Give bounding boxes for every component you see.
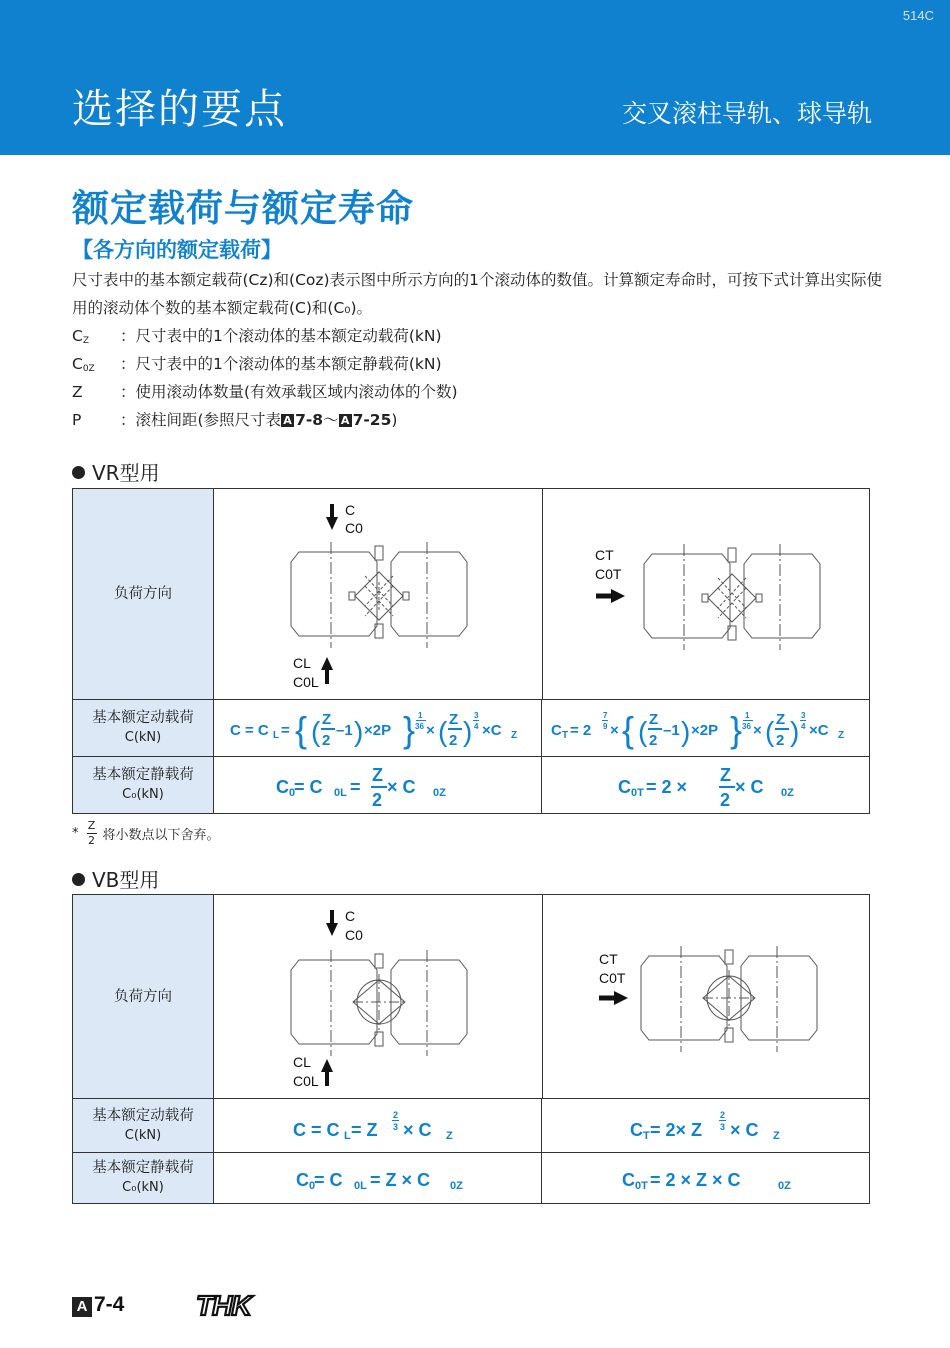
svg-text:×: × <box>425 722 435 739</box>
load-direction-label: 负荷方向 <box>73 489 214 699</box>
svg-text:Z: Z <box>445 1129 453 1142</box>
svg-text:): ) <box>462 716 472 747</box>
note-fraction: $\frac{Z}{2}$ <box>87 819 96 847</box>
vr-diagram-transverse <box>542 489 871 699</box>
svg-text:C: C <box>621 1170 635 1190</box>
vb-load-direction-row <box>73 895 869 1098</box>
dynamic-load-label: 基本额定动载荷 C(kN) <box>73 1099 214 1152</box>
svg-text:(: ( <box>437 716 447 747</box>
formula-c0t-vb <box>606 1153 806 1203</box>
svg-text:L: L <box>272 730 279 741</box>
vb-static-formula-transverse <box>541 1153 869 1203</box>
thk-logo <box>196 1291 282 1319</box>
svg-text:3: 3 <box>473 711 478 720</box>
formula-c-vb <box>278 1100 478 1152</box>
svg-text:T: T <box>642 1129 650 1142</box>
svg-text:= C: = C <box>293 777 323 797</box>
svg-text:T: T <box>561 730 568 741</box>
svg-text:× C: × C <box>386 777 416 797</box>
svg-text:2: 2 <box>371 790 382 810</box>
svg-text:Z: Z <box>510 730 517 741</box>
page-header <box>0 0 950 155</box>
svg-text:0T: 0T <box>630 787 644 799</box>
ref-a-icon: A <box>339 414 352 427</box>
static-load-label: 基本额定静载荷 C₀(kN) <box>73 1153 214 1203</box>
ref-a-icon: A <box>72 1297 92 1317</box>
svg-text:Z: Z <box>321 711 331 728</box>
svg-text:×2P: ×2P <box>363 722 391 739</box>
symbol-definitions <box>72 322 572 434</box>
svg-text:7: 7 <box>602 711 607 720</box>
definition-text: ：尺寸表中的1个滚动体的基本额定静载荷(kN) <box>120 355 442 373</box>
definition-symbol: Z <box>72 383 83 401</box>
svg-text:THK: THK <box>196 1291 251 1319</box>
vr-load-direction-row <box>73 489 869 699</box>
svg-text:= C: = C <box>313 1170 343 1190</box>
vb-diagram-normal <box>214 895 542 1098</box>
svg-text:0: 0 <box>288 787 295 799</box>
svg-text:Z: Z <box>837 730 844 741</box>
svg-text:–1: –1 <box>335 722 353 739</box>
svg-text:= Z: = Z <box>350 1119 378 1140</box>
svg-text:(: ( <box>764 716 774 747</box>
vr-table <box>72 488 870 814</box>
svg-text:= 2 × Z × C: = 2 × Z × C <box>649 1170 741 1190</box>
svg-text:): ) <box>680 716 690 747</box>
svg-text:9: 9 <box>602 722 607 731</box>
vr-type-heading: VR型用 <box>72 457 160 486</box>
svg-text:× C: × C <box>734 777 764 797</box>
svg-text:Z: Z <box>448 711 458 728</box>
svg-text:): ) <box>789 716 799 747</box>
svg-text:{: { <box>621 709 634 750</box>
dynamic-load-label: 基本额定动载荷 C(kN) <box>73 700 214 756</box>
rounding-note: * $\frac{Z}{2}$ 将小数点以下舍弃。 <box>72 819 220 847</box>
vb-dynamic-row <box>73 1098 869 1152</box>
svg-text:2: 2 <box>719 790 730 810</box>
svg-text:4: 4 <box>473 722 478 731</box>
load-direction-label: 负荷方向 <box>73 895 214 1098</box>
definition-z <box>72 378 572 406</box>
arrow-label-c0: C0 <box>345 927 363 943</box>
bullet-icon <box>72 466 85 479</box>
svg-text:= 2: = 2 <box>569 722 591 739</box>
arrow-label-cl: CL <box>293 655 311 671</box>
arrow-label-c0t: C0T <box>595 566 622 582</box>
definition-text: ：使用滚动体数量(有效承载区域内滚动体的个数) <box>120 383 458 401</box>
arrow-label-cl: CL <box>293 1054 311 1070</box>
arrow-label-c0l: C0L <box>293 674 319 690</box>
svg-text:–1: –1 <box>662 722 680 739</box>
definition-text: ：尺寸表中的1个滚动体的基本额定动载荷(kN) <box>120 327 442 345</box>
svg-text:×C: ×C <box>808 722 829 739</box>
svg-text:C: C <box>629 1119 643 1140</box>
svg-text:3: 3 <box>719 1121 725 1132</box>
svg-text:2: 2 <box>648 732 657 749</box>
page-ref-link[interactable]: 7-8 <box>295 411 324 429</box>
svg-text:C: C <box>550 722 562 739</box>
section-title: 额定载荷与额定寿命 <box>72 187 414 230</box>
svg-text:C: C <box>295 1170 309 1190</box>
formula-c0t-vr <box>596 757 816 813</box>
vr-static-formula-transverse <box>541 757 869 813</box>
svg-text:Z: Z <box>772 1129 780 1142</box>
svg-text:): ) <box>353 716 363 747</box>
svg-text:×2P: ×2P <box>690 722 718 739</box>
svg-text:2: 2 <box>392 1109 398 1120</box>
svg-text:=: = <box>280 722 290 739</box>
svg-text:(: ( <box>310 716 320 747</box>
page-ref-link[interactable]: 7-25 <box>352 411 392 429</box>
vb-cross-section-diagram <box>214 896 542 1097</box>
svg-text:C: C <box>617 777 631 797</box>
svg-text:× C: × C <box>402 1119 432 1140</box>
svg-text:=: = <box>349 777 361 797</box>
svg-text:2: 2 <box>775 732 784 749</box>
svg-text:1: 1 <box>744 711 749 720</box>
vb-static-row <box>73 1152 869 1203</box>
svg-text:C: C <box>275 777 289 797</box>
arrow-label-c0: C0 <box>345 520 363 536</box>
svg-text:Z: Z <box>371 765 383 785</box>
svg-text:× C: × C <box>729 1119 759 1140</box>
svg-text:3: 3 <box>800 711 805 720</box>
svg-text:(: ( <box>637 716 647 747</box>
vr-dynamic-row <box>73 699 869 756</box>
svg-text:1: 1 <box>417 711 422 720</box>
formula-c0-vr <box>268 757 488 813</box>
arrow-label-c: C <box>345 502 356 518</box>
definition-symbol: P <box>72 411 82 429</box>
svg-text:0: 0 <box>308 1180 315 1192</box>
svg-text:0L: 0L <box>353 1180 367 1192</box>
svg-text:×C: ×C <box>481 722 502 739</box>
footer-page-ref: A 7-4 <box>72 1293 124 1317</box>
svg-text:2: 2 <box>321 732 330 749</box>
static-load-label: 基本额定静载荷 C₀(kN) <box>73 757 214 813</box>
svg-text:0Z: 0Z <box>432 787 446 799</box>
svg-text:0T: 0T <box>634 1180 648 1192</box>
arrow-label-c: C <box>345 908 356 924</box>
svg-text:0Z: 0Z <box>777 1180 791 1192</box>
formula-ct-vb <box>606 1100 806 1152</box>
svg-text:×: × <box>609 722 619 739</box>
svg-text:}: } <box>729 709 742 750</box>
vr-static-row <box>73 756 869 813</box>
svg-text:3: 3 <box>392 1121 398 1132</box>
definition-p <box>72 406 572 434</box>
arrow-label-c0t: C0T <box>599 970 626 986</box>
svg-text:Z: Z <box>648 711 658 728</box>
section-subtitle: 【各方向的额定载荷】 <box>72 238 282 262</box>
svg-text:{: { <box>294 709 307 750</box>
vb-dynamic-formula-transverse <box>541 1099 869 1152</box>
svg-text:0Z: 0Z <box>780 787 794 799</box>
page-number: 514C <box>902 8 934 23</box>
vr-cross-section-diagram <box>214 490 542 698</box>
definition-text: ：滚柱间距(参照尺寸表 A 7-8～ A 7-25) <box>120 411 398 429</box>
svg-text:0Z: 0Z <box>449 1180 463 1192</box>
formula-c-vr <box>218 700 538 756</box>
svg-text:4: 4 <box>800 722 805 731</box>
definition-cz <box>72 322 572 350</box>
svg-text:2: 2 <box>719 1109 725 1120</box>
svg-text:}: } <box>402 709 415 750</box>
svg-text:2: 2 <box>448 732 457 749</box>
vr-dynamic-formula-normal <box>214 700 541 756</box>
svg-text:C = C: C = C <box>229 722 269 739</box>
vr-static-formula-normal <box>214 757 541 813</box>
vr-diagram-normal <box>214 489 542 699</box>
svg-text:Z: Z <box>775 711 785 728</box>
svg-text:×: × <box>752 722 762 739</box>
vr-transverse-diagram <box>543 490 871 698</box>
svg-text:Z: Z <box>719 765 731 785</box>
svg-text:= Z × C: = Z × C <box>369 1170 430 1190</box>
formula-c0-vb <box>278 1153 478 1203</box>
arrow-label-ct: CT <box>599 951 618 967</box>
vb-table <box>72 894 870 1204</box>
svg-text:36: 36 <box>414 722 424 731</box>
definition-c0z <box>72 350 572 378</box>
svg-text:0L: 0L <box>333 787 347 799</box>
svg-text:= 2 ×: = 2 × <box>645 777 687 797</box>
svg-text:C = C: C = C <box>292 1119 340 1140</box>
definition-symbol: $C_Z$ <box>72 327 89 346</box>
ref-a-icon: A <box>281 414 294 427</box>
bullet-icon <box>72 873 85 886</box>
vb-transverse-diagram <box>543 896 871 1097</box>
intro-paragraph: 尺寸表中的基本额定载荷(Cz)和(Coz)表示图中所示方向的1个滚动体的数值。计算额定寿命时，可按下式计算出实际使用的滚动体个数的基本额定载荷(C)和(C₀)。 <box>72 271 882 317</box>
formula-ct-vr <box>543 700 869 756</box>
arrow-label-c0l: C0L <box>293 1073 319 1089</box>
vb-diagram-transverse <box>542 895 871 1098</box>
header-title: 选择的要点 <box>72 85 287 133</box>
arrow-label-ct: CT <box>595 547 614 563</box>
vb-dynamic-formula-normal <box>214 1099 541 1152</box>
vr-dynamic-formula-transverse <box>541 700 869 756</box>
definition-symbol: $C_{0Z}$ <box>72 355 95 374</box>
vb-type-heading: VB型用 <box>72 864 159 893</box>
header-subtitle: 交叉滚柱导轨、球导轨 <box>621 99 872 128</box>
svg-text:36: 36 <box>741 722 751 731</box>
svg-text:= 2× Z: = 2× Z <box>649 1119 702 1140</box>
svg-text:L: L <box>343 1129 351 1142</box>
vb-static-formula-normal <box>214 1153 541 1203</box>
